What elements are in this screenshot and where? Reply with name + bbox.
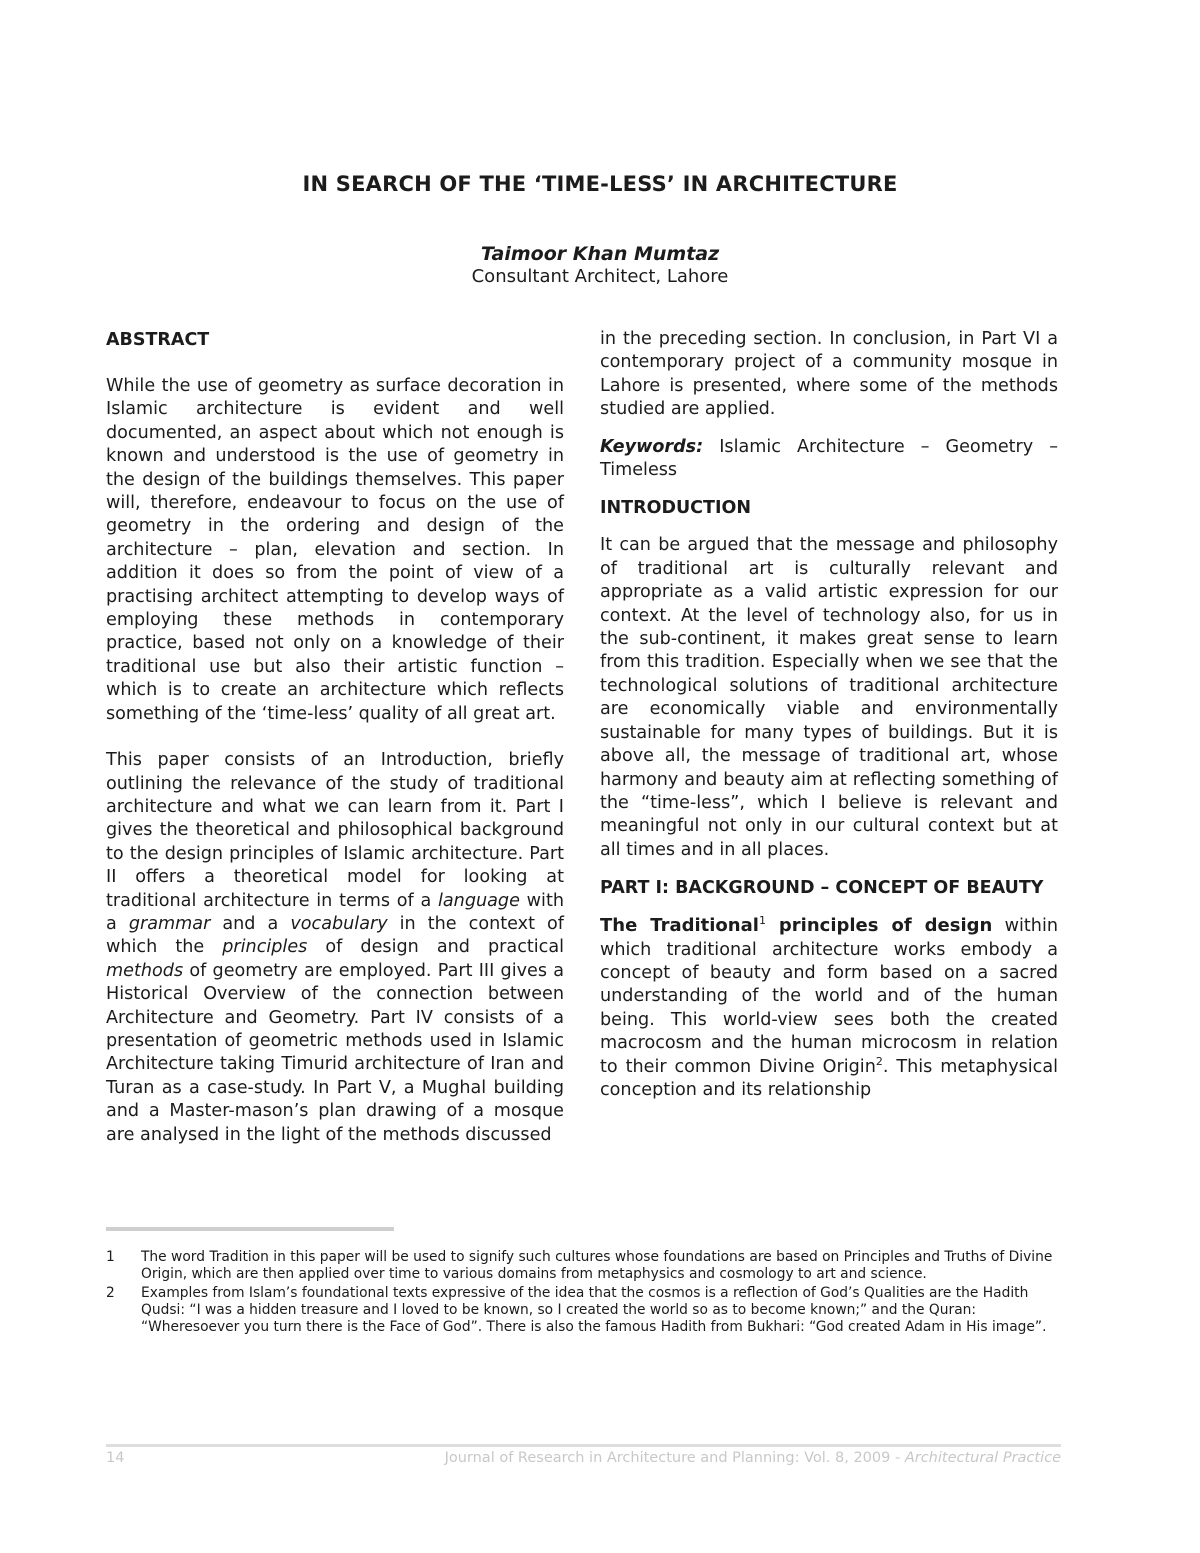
keywords-list: Islamic Architecture – Geometry – Timeless (600, 436, 1058, 481)
part1-paragraph: The Traditional$^1$ principles of design within which traditional architecture works embody a concept of beauty and form based on a sacred understanding of the world and of the human being. This world-view sees both the created macrocosm and the human microcosm in relation to their common Divine Origin$^2$. This metaphysical conception and its relationship (600, 914, 1059, 1100)
term-vocabulary: vocabulary (290, 913, 388, 934)
right-column (600, 328, 1058, 1102)
left-column (106, 328, 564, 1147)
keywords-label: Keywords: (600, 436, 704, 457)
footnote-text: Examples from Islam’s foundational texts expressive of the idea that the cosmos is a reflection of God’s Qualities are the Hadith Qudsi: “I was a hidden treasure and I loved to be known, so I created the world so as to become known;” and the Quran: “Wheresoever you turn there is the Face of God”. There is also the famous Hadith from Bukhari: “God created Adam in His image”. (141, 1285, 1047, 1335)
footnote-2 (106, 1285, 1061, 1336)
introduction-heading: INTRODUCTION (600, 498, 751, 519)
author-name: Taimoor Khan Mumtaz (480, 243, 720, 265)
footnote-number: 1 (106, 1249, 115, 1265)
footnotes (106, 1249, 1061, 1338)
term-principles: principles (222, 937, 308, 958)
part1-heading: PART I: BACKGROUND – CONCEPT OF BEAUTY (600, 878, 1044, 899)
abstract-continuation: in the preceding section. In conclusion, in Part VI a contemporary project of a community mosque in Lahore is presented, where some of the methods studied are applied. (600, 329, 1058, 420)
term-language: language (438, 890, 520, 911)
footnote-number: 2 (106, 1285, 115, 1301)
author-affiliation: Consultant Architect, Lahore (471, 266, 729, 287)
footnote-ref-1[interactable]: 1 (758, 914, 766, 928)
abstract-paragraph: While the use of geometry as surface decoration in Islamic architecture is evident and well documented, an aspect about which not enough is known and understood is the use of geometry in the design of the buildings themselves. This paper will, therefore, endeavour to focus on the use of geometry in the ordering and design of the architecture – plan, elevation and section. In addition it does so from the point of view of a practising architect attempting to develop ways of employing these methods in contemporary practice, based not only on a knowledge of their traditional use but also their artistic function – which is to create an architecture which reflects something of the ‘time-less’ quality of all great art. (106, 376, 564, 724)
abstract-heading: ABSTRACT (106, 330, 210, 350)
footnote-divider (106, 1227, 394, 1231)
footnote-text: The word Tradition in this paper will be used to signify such cultures whose foundations are based on Principles and Truths of Divine Origin, which are then applied over time to various domains from metaphysics and cosmology to art and science. (141, 1249, 1053, 1282)
term-grammar: grammar (128, 913, 211, 934)
paper-structure-paragraph: This paper consists of an Introduction, briefly outlining the relevance of the study of traditional architecture and what we can learn from it. Part I gives the theoretical and philosophical background to the design principles of Islamic architecture. Part II offers a theoretical model for looking at traditional architecture in terms of a language with a grammar and a vocabulary in the context of which the principles of design and practical methods of geometry are employed. Part III gives a Historical Overview of the connection between Architecture and Geometry. Part IV consists of a presentation of geometric methods used in Islamic Architecture taking Timurid architecture of Iran and Turan as a case-study. In Part V, a Mughal building and a Master-mason’s plan drawing of a mosque are analysed in the light of the methods discussed (106, 750, 565, 1145)
keywords (600, 436, 1058, 483)
introduction-paragraph: It can be argued that the message and philosophy of traditional art is culturally relevant and appropriate as a valid artistic expression for our context. At the level of technology also, for us in the sub-continent, it makes great sense to learn from this tradition. Especially when we see that the technological solutions of traditional architecture are economically viable and environmentally sustainable for many types of buildings. But it is above all, the message of traditional art, whose harmony and beauty aim at reflecting something of the “time-less”, which I believe is relevant and meaningful not only in our cultural context but at all times and in all places. (600, 535, 1058, 860)
term-methods: methods (106, 960, 184, 981)
paper-title: IN SEARCH OF THE ‘TIME-LESS’ IN ARCHITECTURE (302, 172, 898, 196)
footnote-1 (106, 1249, 1061, 1283)
footnote-ref-2[interactable]: 2 (875, 1054, 883, 1068)
journal-section: Architectural Practice (904, 1450, 1061, 1466)
journal-citation: Journal of Research in Architecture and Planning: Vol. 8, 2009 - Architectural Practice (444, 1450, 1061, 1466)
footer-divider (106, 1444, 1061, 1447)
page-number: 14 (106, 1450, 125, 1466)
